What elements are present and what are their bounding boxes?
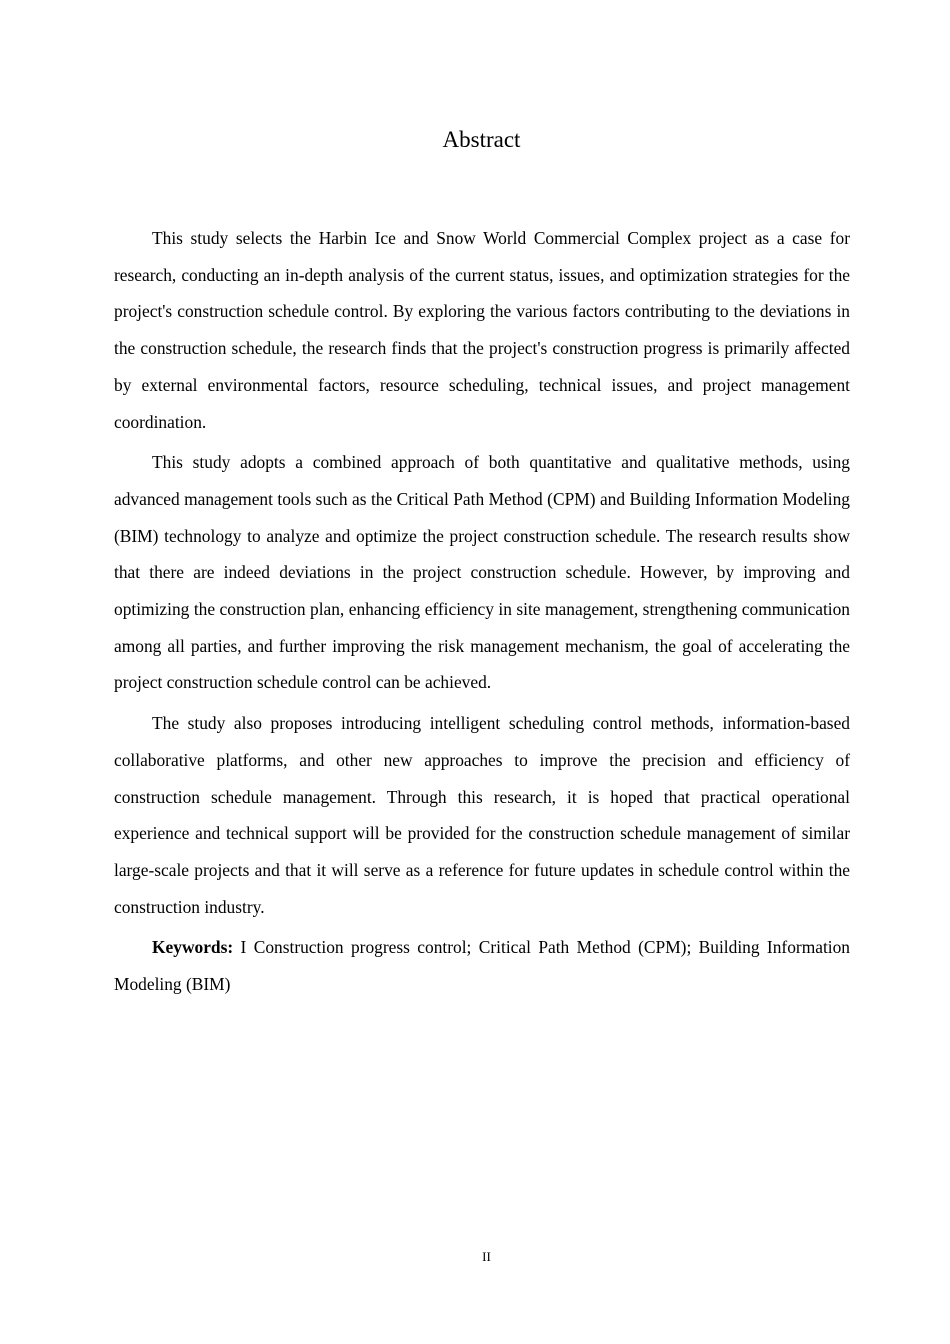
keywords-paragraph <box>114 929 850 1002</box>
abstract-paragraph-3: The study also proposes introducing intelligent scheduling control methods, information-based collaborative platforms, and other new approaches to improve the precision and efficiency of construction schedule management. Through this research, it is hoped that practical operational experience and technical support will be provided for the construction schedule management of similar large-scale projects and that it will serve as a reference for future updates in schedule control within the construction industry. <box>114 713 850 917</box>
page-number: II <box>482 1249 491 1264</box>
abstract-paragraph-2: This study adopts a combined approach of both quantitative and qualitative methods, using advanced management tools such as the Critical Path Method (CPM) and Building Information Modeling (BIM) technology to analyze and optimize the project construction schedule. The research results show that there are indeed deviations in the project construction schedule. However, by improving and optimizing the construction plan, enhancing efficiency in site management, strengthening communication among all parties, and further improving the risk management mechanism, the goal of accelerating the project construction schedule control can be achieved. <box>114 452 850 693</box>
page-title: Abstract <box>442 127 521 152</box>
keywords-text: I Construction progress control; Critical Path Method (CPM); Building Information Modeling (BIM) <box>114 937 850 995</box>
keywords-label: Keywords: <box>152 937 234 958</box>
abstract-body <box>114 220 850 1007</box>
abstract-paragraph-1: This study selects the Harbin Ice and Snow World Commercial Complex project as a case for research, conducting an in-depth analysis of the current status, issues, and optimization strategies for the project's construction schedule control. By exploring the various factors contributing to the deviations in the construction schedule, the research finds that the project's construction progress is primarily affected by external environmental factors, resource scheduling, technical issues, and project management coordination. <box>114 228 850 432</box>
